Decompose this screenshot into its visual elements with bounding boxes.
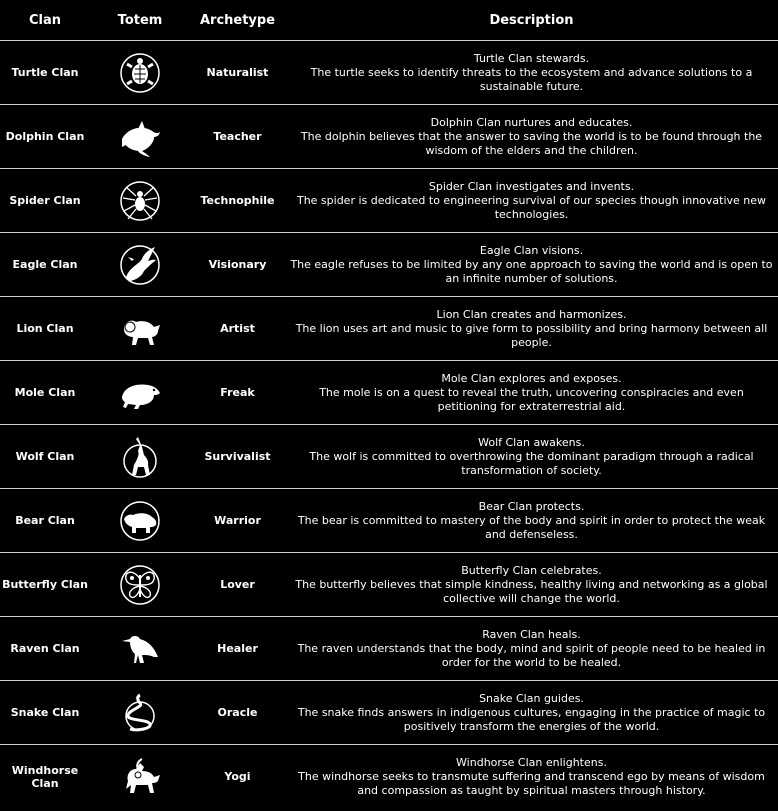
clan-name: Butterfly Clan xyxy=(2,578,88,591)
totem-cell xyxy=(90,361,190,425)
description xyxy=(285,361,778,425)
clan-name: Windhorse Clan xyxy=(11,763,79,790)
description xyxy=(285,105,778,169)
description xyxy=(285,169,778,233)
wolf-icon xyxy=(90,435,190,479)
table-header-row xyxy=(0,0,778,41)
archetype: Technophile xyxy=(200,194,275,207)
description-summary: Turtle Clan stewards. xyxy=(473,51,590,65)
totem-cell xyxy=(90,169,190,233)
description-summary: Windhorse Clan enlightens. xyxy=(456,755,607,769)
archetype: Oracle xyxy=(217,706,258,719)
spider-icon xyxy=(90,179,190,223)
clan-name: Mole Clan xyxy=(14,386,76,399)
description-summary: Dolphin Clan nurtures and educates. xyxy=(430,115,633,129)
dolphin-icon xyxy=(90,115,190,159)
description xyxy=(285,297,778,361)
description xyxy=(285,745,778,809)
snake-icon xyxy=(90,691,190,735)
table-row xyxy=(0,41,778,105)
archetype: Yogi xyxy=(224,770,251,783)
table-row xyxy=(0,425,778,489)
clan-name: Raven Clan xyxy=(10,642,80,655)
description-detail: The windhorse seeks to transmute suffering and transcend ego by means of wisdom and compassion as taught by spiritual masters through history. xyxy=(298,769,765,797)
archetype: Teacher xyxy=(213,130,262,143)
archetype: Lover xyxy=(220,578,255,591)
description-summary: Butterfly Clan celebrates. xyxy=(461,563,602,577)
description xyxy=(285,41,778,105)
description-summary: Eagle Clan visions. xyxy=(479,243,584,257)
mole-icon xyxy=(90,371,190,415)
description-summary: Wolf Clan awakens. xyxy=(478,435,585,449)
bear-icon xyxy=(90,499,190,543)
archetype: Visionary xyxy=(208,258,267,271)
archetype: Freak xyxy=(220,386,255,399)
table-row xyxy=(0,553,778,617)
description-detail: The bear is committed to mastery of the body and spirit in order to protect the weak and defenseless. xyxy=(297,513,766,541)
totem-cell xyxy=(90,425,190,489)
clan-name: Bear Clan xyxy=(15,514,75,527)
description xyxy=(285,681,778,745)
table-row xyxy=(0,361,778,425)
clan-name: Spider Clan xyxy=(9,194,81,207)
archetype: Warrior xyxy=(214,514,261,527)
description-detail: The dolphin believes that the answer to saving the world is to be found through the wisdom of the elders and the children. xyxy=(300,129,763,157)
clan-name: Dolphin Clan xyxy=(5,130,85,143)
clan-name: Snake Clan xyxy=(10,706,80,719)
description xyxy=(285,233,778,297)
butterfly-icon xyxy=(90,563,190,607)
description-detail: The raven understands that the body, mind and spirit of people need to be healed in order for the world to be healed. xyxy=(297,641,766,669)
turtle-icon xyxy=(90,51,190,95)
description xyxy=(285,489,778,553)
description-summary: Lion Clan creates and harmonizes. xyxy=(436,307,627,321)
totem-cell xyxy=(90,41,190,105)
archetype: Artist xyxy=(220,322,255,335)
description-summary: Bear Clan protects. xyxy=(478,499,585,513)
totem-cell xyxy=(90,489,190,553)
raven-icon xyxy=(90,627,190,671)
header-description: Description xyxy=(489,12,574,28)
eagle-icon xyxy=(90,243,190,287)
totem-cell xyxy=(90,617,190,681)
description-detail: The lion uses art and music to give form to possibility and bring harmony between all people. xyxy=(295,321,768,349)
totem-cell xyxy=(90,297,190,361)
header-totem: Totem xyxy=(117,12,163,28)
totem-cell xyxy=(90,105,190,169)
table-row xyxy=(0,233,778,297)
description-detail: The mole is on a quest to reveal the truth, uncovering conspiracies and even petitioning for extraterrestrial aid. xyxy=(319,385,744,413)
description-detail: The butterfly believes that simple kindness, healthy living and networking as a global collective will change the world. xyxy=(295,577,768,605)
table-row xyxy=(0,745,778,809)
description xyxy=(285,553,778,617)
table-row xyxy=(0,489,778,553)
description-detail: The snake finds answers in indigenous cultures, engaging in the practice of magic to positively transform the energies of the world. xyxy=(297,705,766,733)
totem-cell xyxy=(90,681,190,745)
description-summary: Raven Clan heals. xyxy=(482,627,581,641)
clan-name: Eagle Clan xyxy=(12,258,78,271)
description xyxy=(285,425,778,489)
windhorse-icon xyxy=(90,755,190,799)
description-summary: Mole Clan explores and exposes. xyxy=(441,371,622,385)
description-detail: The turtle seeks to identify threats to the ecosystem and advance solutions to a sustainable future. xyxy=(310,65,753,93)
lion-icon xyxy=(90,307,190,351)
description-summary: Spider Clan investigates and invents. xyxy=(428,179,635,193)
description-detail: The wolf is committed to overthrowing the dominant paradigm through a radical transformation of society. xyxy=(309,449,754,477)
header-archetype: Archetype xyxy=(199,12,276,28)
description-detail: The spider is dedicated to engineering survival of our species though innovative new technologies. xyxy=(296,193,767,221)
table-row xyxy=(0,105,778,169)
totem-cell xyxy=(90,233,190,297)
table-row xyxy=(0,169,778,233)
description-summary: Snake Clan guides. xyxy=(479,691,584,705)
totem-cell xyxy=(90,553,190,617)
description-detail: The eagle refuses to be limited by any one approach to saving the world and is open to an infinite number of solutions. xyxy=(290,257,773,285)
totem-cell xyxy=(90,745,190,809)
table-row xyxy=(0,681,778,745)
clan-name: Turtle Clan xyxy=(11,66,79,79)
description xyxy=(285,617,778,681)
archetype: Survivalist xyxy=(204,450,271,463)
table-row xyxy=(0,617,778,681)
clan-name: Wolf Clan xyxy=(15,450,75,463)
clan-name: Lion Clan xyxy=(16,322,74,335)
archetype: Naturalist xyxy=(206,66,269,79)
archetype: Healer xyxy=(217,642,258,655)
table-row xyxy=(0,297,778,361)
header-clan: Clan xyxy=(28,12,62,28)
